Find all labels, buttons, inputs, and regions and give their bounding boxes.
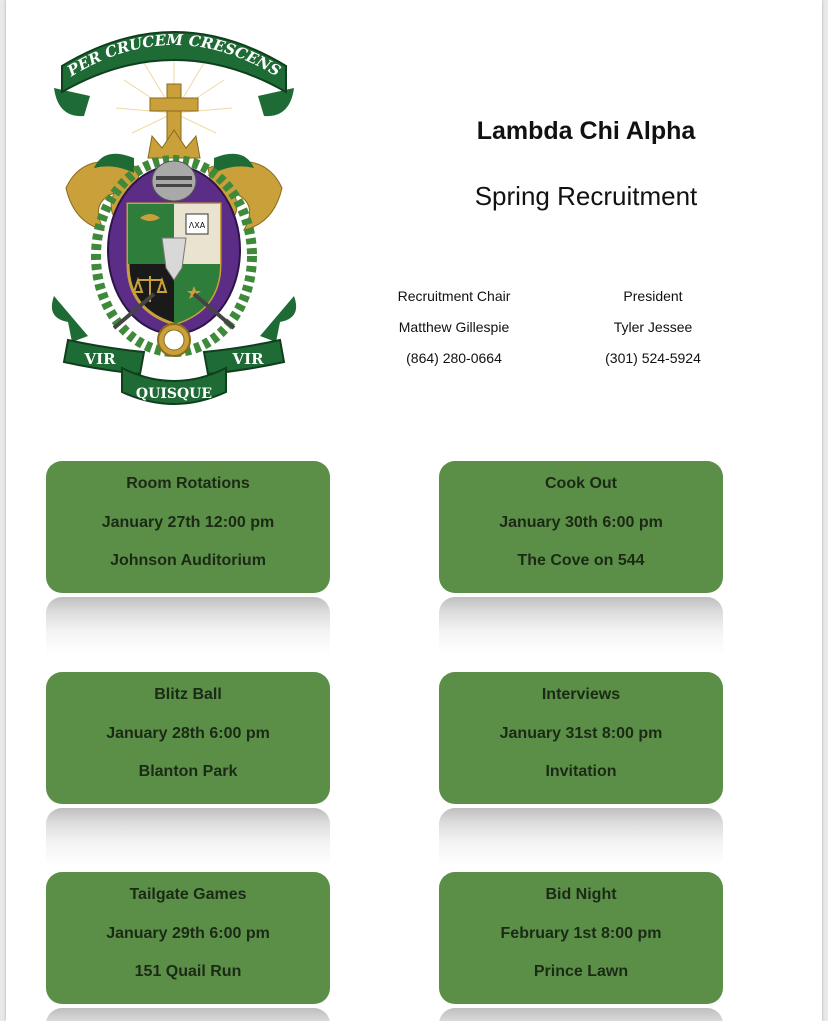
event-card-interviews: [439, 672, 723, 804]
event-card-tailgate-games: [46, 872, 330, 1004]
event-datetime: January 27th 12:00 pm: [101, 514, 275, 531]
contact-phone: (864) 280-0664: [406, 350, 502, 366]
event-datetime: January 29th 6:00 pm: [106, 925, 270, 942]
contact-name: Matthew Gillespie: [398, 319, 510, 335]
card-reflection: [46, 597, 330, 655]
event-datetime: January 31st 8:00 pm: [499, 725, 663, 742]
event-name: Cook Out: [545, 475, 617, 492]
card-reflection: [439, 1008, 723, 1021]
event-name: Bid Night: [545, 886, 617, 903]
contact-phone: (301) 524-5924: [605, 350, 701, 366]
contact-recruitment-chair: [374, 281, 534, 374]
event-datetime: January 30th 6:00 pm: [499, 514, 663, 531]
contact-role: President: [623, 288, 683, 304]
card-reflection: [439, 808, 723, 866]
card-reflection: [46, 808, 330, 866]
event-name: Blitz Ball: [154, 686, 222, 703]
motto-right-text: VIR: [232, 350, 264, 368]
crown-icon: [148, 130, 200, 158]
event-location: The Cove on 544: [517, 552, 645, 569]
motto-bottom-text: QUISQUE: [135, 386, 213, 402]
svg-text:ΛΧΑ: ΛΧΑ: [188, 221, 206, 230]
fraternity-crest: [44, 18, 304, 410]
card-reflection: [439, 597, 723, 655]
event-location: Johnson Auditorium: [110, 552, 266, 569]
event-card-blitz-ball: [46, 672, 330, 804]
contact-name: Tyler Jessee: [613, 319, 693, 335]
event-location: 151 Quail Run: [134, 963, 242, 980]
event-name: Tailgate Games: [129, 886, 247, 903]
event-location: Invitation: [545, 763, 617, 780]
card-reflection: [46, 1008, 330, 1021]
motto-left-text: VIR: [84, 350, 116, 368]
event-datetime: January 28th 6:00 pm: [106, 725, 270, 742]
helmet-icon: [152, 161, 196, 201]
event-location: Blanton Park: [138, 763, 238, 780]
event-datetime: February 1st 8:00 pm: [500, 925, 662, 942]
event-card-room-rotations: [46, 461, 330, 593]
event-name: Interviews: [541, 686, 621, 703]
flyer-page: [6, 0, 822, 1021]
event-card-cook-out: [439, 461, 723, 593]
event-location: Prince Lawn: [533, 963, 629, 980]
contact-role: Recruitment Chair: [397, 288, 511, 304]
page-subtitle: Spring Recruitment: [474, 181, 698, 211]
event-name: Room Rotations: [126, 475, 250, 492]
page-title: Lambda Chi Alpha: [476, 117, 696, 145]
event-card-bid-night: [439, 872, 723, 1004]
contact-president: [573, 281, 733, 374]
motto-top-text: PER CRUCEM CRESCENS: [64, 30, 284, 81]
